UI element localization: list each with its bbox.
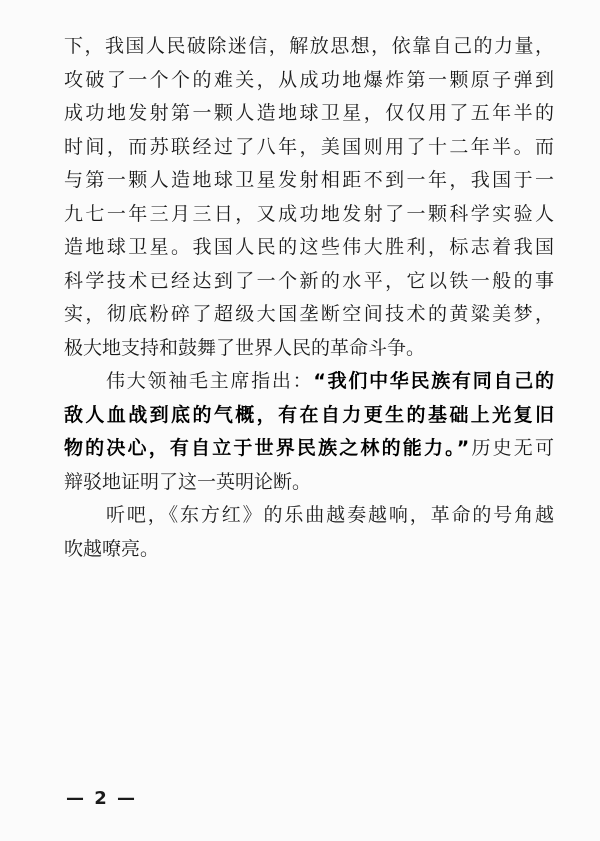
text-line (64, 499, 554, 533)
text-line (64, 164, 554, 198)
body-text: 伟大领袖毛主席指出： (106, 370, 314, 392)
body-text: 科学技术已经达到了一个新的水平，它以铁一般的事 (64, 269, 554, 292)
page-number: — 2 — (66, 788, 138, 809)
document-body (64, 30, 554, 566)
text-line (64, 64, 554, 98)
body-text: 下，我国人民破除迷信，解放思想，依靠自己的力量， (64, 35, 554, 57)
text-line (64, 533, 554, 567)
body-text: 历史无可 (469, 437, 554, 459)
body-text: 吹越嘹亮。 (64, 537, 160, 560)
text-line (64, 198, 554, 232)
quote-text: 物的决心，有自立于世界民族之林的能力。” (64, 437, 470, 459)
body-text: 极大地支持和鼓舞了世界人民的革命斗争。 (64, 336, 426, 359)
quote-text: “我们中华民族有同自己的 (313, 370, 554, 392)
body-text: 与第一颗人造地球卫星发射相距不到一年，我国于一 (64, 169, 554, 191)
body-text: 实，彻底粉碎了超级大国垄断空间技术的黄粱美梦， (64, 303, 554, 325)
body-text: 时间，而苏联经过了八年，美国则用了十二年半。而 (64, 135, 554, 158)
text-line (64, 30, 554, 64)
body-text: 攻破了一个个的难关，从成功地爆炸第一颗原子弹到 (64, 68, 554, 91)
body-text: 造地球卫星。我国人民的这些伟大胜利，标志着我国 (64, 236, 554, 258)
body-text: 辩驳地证明了这一英明论断。 (64, 470, 312, 493)
body-text: 九七一年三月三日，又成功地发射了一颗科学实验人 (64, 202, 554, 225)
body-text: 听吧，《东方红》的乐曲越奏越响，革命的号角越 (106, 504, 554, 526)
text-line (64, 265, 554, 299)
text-line (64, 466, 554, 500)
text-line (64, 332, 554, 366)
text-line (64, 131, 554, 165)
text-line (64, 298, 554, 332)
quote-text: 敌人血战到底的气概，有在自力更生的基础上光复旧 (64, 403, 554, 426)
text-line (64, 231, 554, 265)
text-line (64, 432, 554, 466)
text-line (64, 365, 554, 399)
body-text: 成功地发射第一颗人造地球卫星，仅仅用了五年半的 (64, 102, 554, 124)
text-line (64, 399, 554, 433)
text-line (64, 97, 554, 131)
